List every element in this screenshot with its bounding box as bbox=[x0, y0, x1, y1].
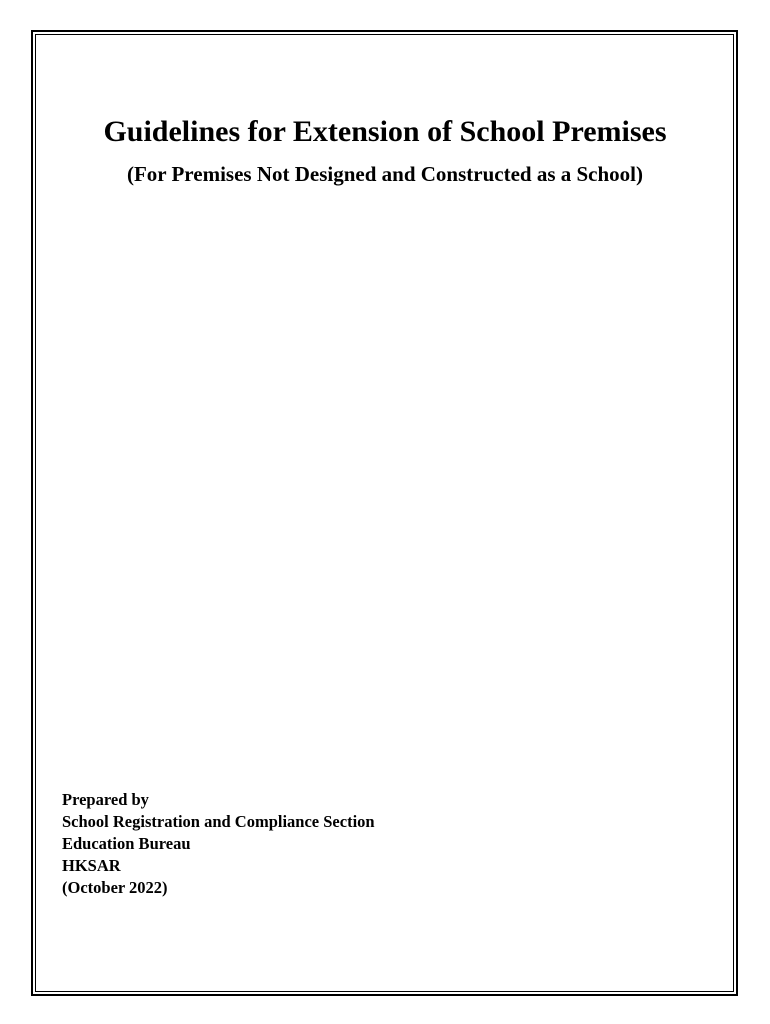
publication-date: (October 2022) bbox=[62, 878, 168, 897]
bureau-name: Education Bureau bbox=[62, 834, 191, 853]
section-name: School Registration and Compliance Section bbox=[62, 812, 375, 831]
document-subtitle: (For Premises Not Designed and Constructed as a School) bbox=[126, 162, 644, 186]
prepared-by-label: Prepared by bbox=[62, 790, 149, 809]
region-name: HKSAR bbox=[62, 856, 121, 875]
prepared-by-block bbox=[62, 789, 375, 899]
document-title: Guidelines for Extension of School Premises bbox=[103, 115, 667, 148]
